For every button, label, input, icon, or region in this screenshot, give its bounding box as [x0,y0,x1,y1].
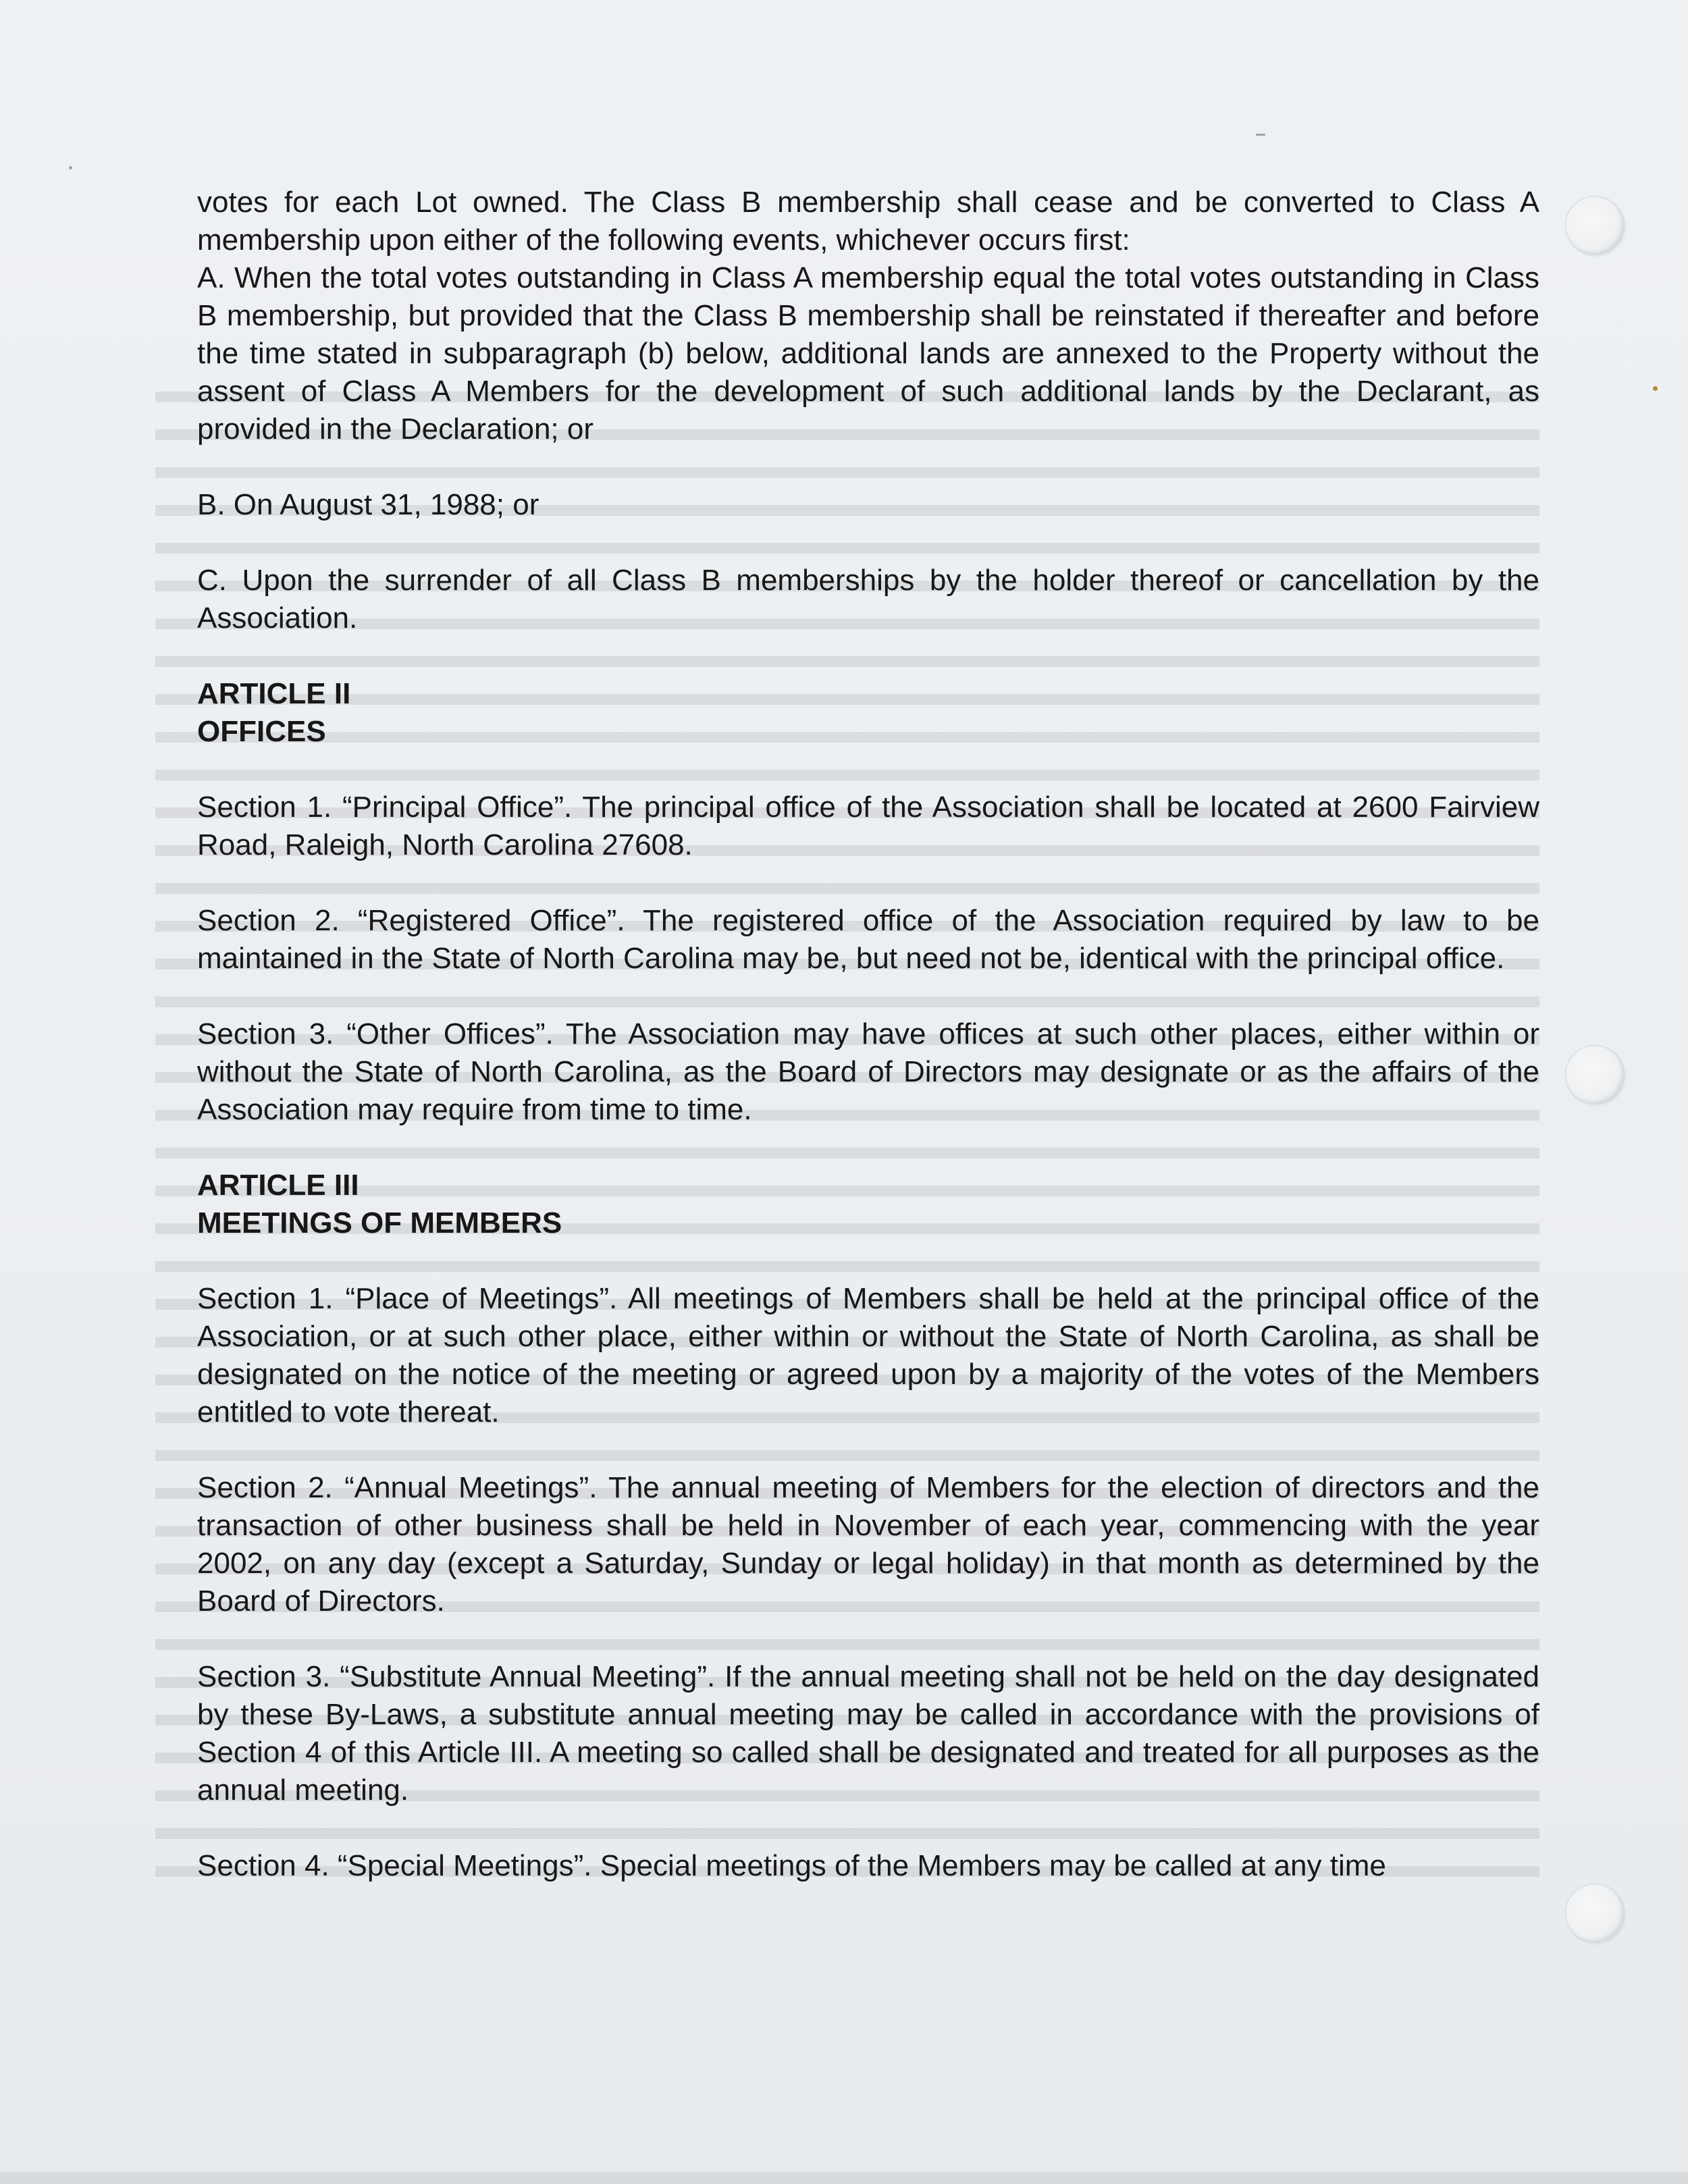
section-registered-office: Section 2. “Registered Office”. The registered office of the Association required by law to be maintained in the State of North Carolina may be, but need not be, identical with the principal office. [197,904,1539,975]
section-principal-office: Section 1. “Principal Office”. The principal office of the Association shall be located at 2600 Fairview Road, Raleigh, North Carolina 27608. [197,791,1539,861]
document-body [197,184,1539,1885]
section-substitute-annual-meeting: Section 3. “Substitute Annual Meeting”. If the annual meeting shall not be held on the day designated by these By-Laws, a substitute annual meeting may be called in accordance with the provisions of Section 4 of this Article III. A meeting so called shall be designated and treated for all purposes as the annual meeting. [197,1660,1539,1807]
paragraph-class-b-membership: votes for each Lot owned. The Class B membership shall cease and be converted to Class A membership upon either of the following events, whichever occurs first: [197,186,1539,257]
article-iii-title: MEETINGS OF MEMBERS [197,1206,562,1240]
scan-speck [69,166,72,169]
article-iii-number: ARTICLE III [197,1169,359,1202]
scan-speck [1256,134,1265,136]
paragraph-item-c: C. Upon the surrender of all Class B memberships by the holder thereof or cancellation by the Association. [197,564,1539,635]
section-other-offices: Section 3. “Other Offices”. The Association may have offices at such other places, either within or without the State of North Carolina, as the Board of Directors may designate or as the affairs of the Association may require from time to time. [197,1017,1539,1126]
punch-hole-middle [1565,1045,1625,1104]
section-special-meetings: Section 4. “Special Meetings”. Special meetings of the Members may be called at any time [197,1849,1386,1882]
article-ii-number: ARTICLE II [197,677,351,710]
scan-speck [1653,386,1658,391]
scan-edge [0,2172,1688,2184]
section-annual-meetings: Section 2. “Annual Meetings”. The annual meeting of Members for the election of directors and the transaction of other business shall be held in November of each year, commencing with the year 2002, on any day (except a Saturday, Sunday or legal holiday) in that month as determined by the Board of Directors. [197,1471,1539,1618]
punch-hole-top [1565,196,1625,255]
paragraph-item-a: A. When the total votes outstanding in Class A membership equal the total votes outstanding in Class B membership, but provided that the Class B membership shall be reinstated if thereafter and before the time stated in subparagraph (b) below, additional lands are annexed to the Property without the assent of Class A Members for the development of such additional lands by the Declarant, as provided in the Declaration; or [197,261,1539,446]
punch-hole-bottom [1565,1884,1625,1943]
section-place-of-meetings: Section 1. “Place of Meetings”. All meetings of Members shall be held at the principal office of the Association, or at such other place, either within or without the State of North Carolina, as shall be designated on the notice of the meeting or agreed upon by a majority of the votes of the Members entitled to vote thereat. [197,1282,1539,1429]
article-ii-title: OFFICES [197,715,326,748]
paragraph-item-b: B. On August 31, 1988; or [197,488,539,521]
